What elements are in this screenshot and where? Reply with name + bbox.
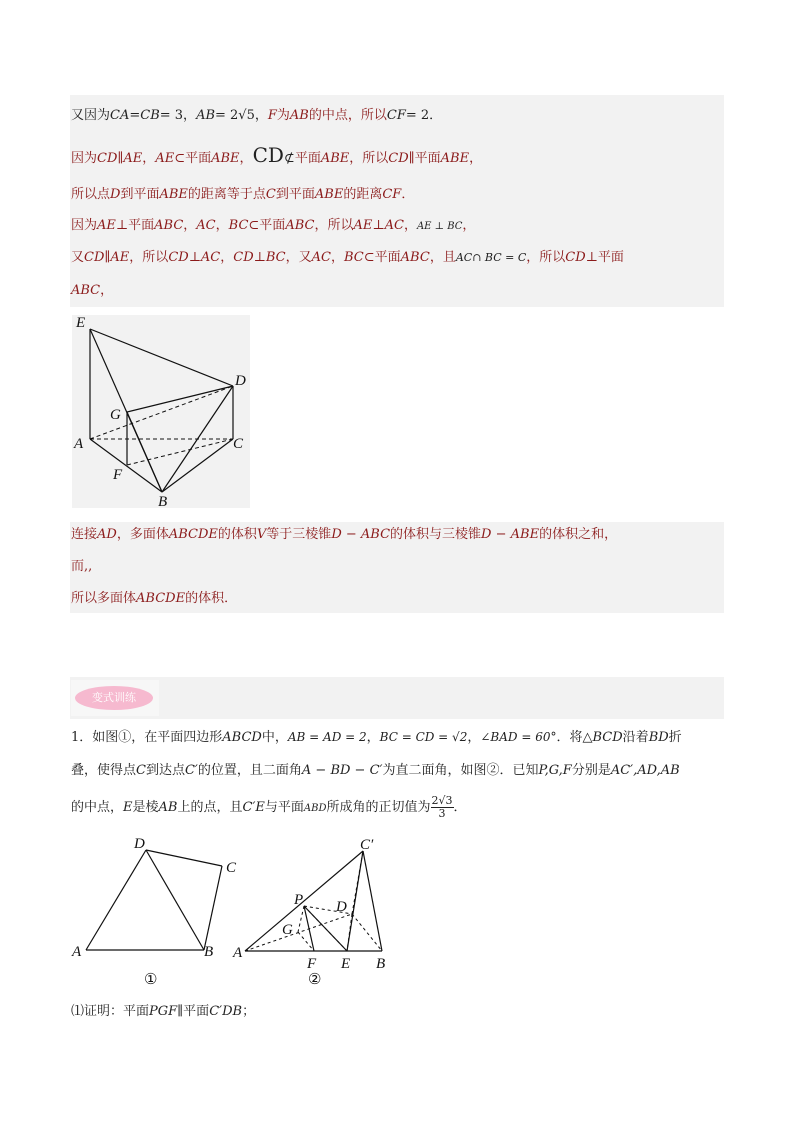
label-f: F [113, 467, 123, 483]
fig2-label-c: C′ [360, 838, 374, 853]
edge-db-hidden [352, 914, 382, 951]
solution-line-1: 又因为CA=CB= 3，AB= 2√5，F为AB的中点，所以CF= 2． [71, 108, 443, 123]
fig1-caption: ① [144, 972, 158, 988]
problem-line-1: 1．如图①，在平面四边形ABCD中，AB = AD = 2，BC = CD = √2，∠BAD = 60°．将△BCD沿着BD折 [71, 730, 682, 745]
edge-ad [86, 850, 146, 950]
label-e: E [76, 315, 86, 331]
tangent-fraction: $\frac{2√3}{3}$ [431, 794, 453, 820]
solution-line-6: ABC， [71, 283, 114, 298]
variant-training-label: 变式训练 [75, 686, 153, 710]
solution-line-5: 又CD∥AE，所以CD⊥AC，CD⊥BC，又AC，BC⊂平面ABC，且AC∩ BC = C，所以CD⊥平面 [71, 250, 624, 265]
fig2-label-e: E [341, 956, 351, 972]
label-a: A [74, 436, 84, 452]
figure-folded [232, 838, 402, 990]
fig2-label-b: B [376, 956, 386, 972]
label-d: D [235, 373, 246, 389]
label-b: B [158, 494, 168, 508]
problem-line-3: 的中点，E是棱AB上的点，且C′E与平面ABD所成角的正切值为 $\frac{2√3}{3}$ ． [71, 794, 467, 820]
label-g: G [110, 407, 121, 423]
edge-bd [146, 850, 204, 950]
fig2-label-d: D [336, 899, 347, 915]
fig2-label-p: P [294, 892, 304, 908]
edge-de-hidden [347, 914, 352, 951]
solution-line-4: 因为AE⊥平面ABC，AC，BC⊂平面ABC，所以AE⊥AC，AE ⊥ BC， [71, 218, 476, 233]
fig1-label-b: B [204, 944, 214, 960]
section-header-band [70, 677, 724, 719]
solution-line-2: 因为CD∥AE，AE⊂平面ABE，CD⊄平面ABE，所以CD∥平面ABE， [71, 143, 483, 167]
fig2-label-a: A [233, 945, 243, 961]
edge-dc-hidden [352, 851, 363, 914]
edge-cb [204, 866, 222, 950]
solution-line-3: 所以点D到平面ABE的距离等于点C到平面ABE的距离CF． [71, 187, 415, 202]
solution-line-9: 所以多面体ABCDE的体积． [71, 591, 238, 606]
solution-line-8: 而,, [71, 559, 93, 574]
edge-dc [146, 850, 222, 866]
fig2-caption: ② [308, 972, 322, 988]
fig2-label-g: G [282, 922, 293, 938]
problem-line-4: ⑴证明：平面PGF∥平面C′DB； [71, 1004, 256, 1019]
figure-solid [72, 315, 250, 508]
figure-solid-bg [72, 315, 250, 508]
figure-quadrilateral [68, 832, 248, 992]
solution-line-7: 连接AD，多面体ABCDE的体积V等于三棱锥D − ABC的体积与三棱锥D − ABE的体积之和， [71, 527, 618, 542]
fig2-label-f: F [307, 956, 317, 972]
edge-pg-hidden [298, 906, 304, 932]
problem-line-2: 叠，使得点C到达点C′的位置，且二面角A − BD − C′为直二面角，如图②．已知P,G,F分别是AC′,AD,AB [71, 763, 680, 778]
variant-training-badge [71, 680, 159, 716]
fig1-label-d: D [134, 836, 145, 852]
edge-cb [363, 851, 382, 951]
fig1-label-a: A [72, 944, 82, 960]
label-c: C [233, 436, 244, 452]
fig1-label-c: C [226, 860, 237, 876]
